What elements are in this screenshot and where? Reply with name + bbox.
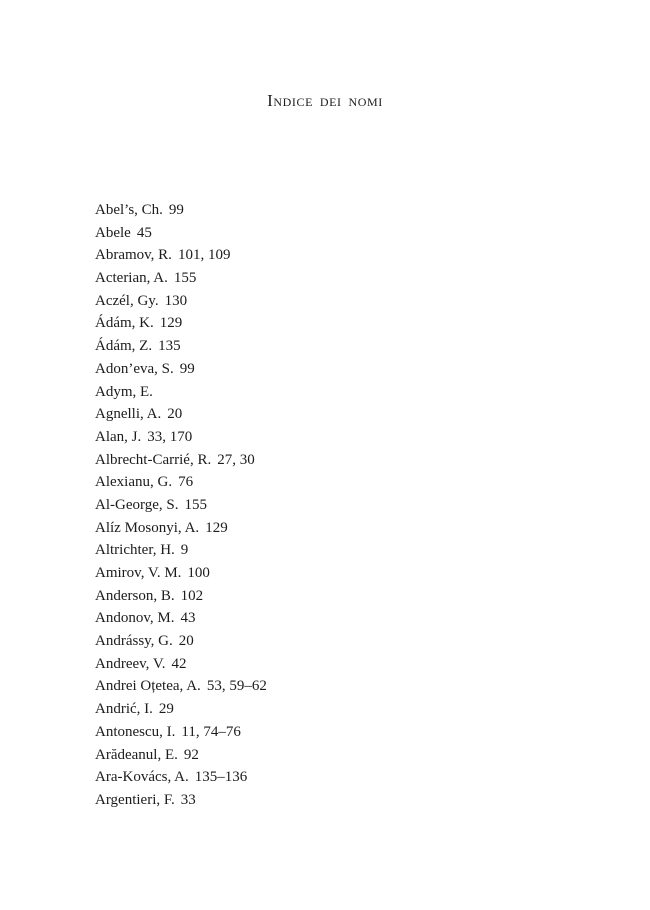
entry-pages: 130 <box>164 292 188 309</box>
index-entry <box>95 335 267 358</box>
entry-name: Argentieri, F. <box>95 791 175 808</box>
index-entry <box>95 744 267 767</box>
index-entry <box>95 494 267 517</box>
entry-pages: 99 <box>168 202 184 218</box>
entry-name: Ara-Kovács, A. <box>95 769 189 786</box>
entry-pages: 33 <box>180 791 196 808</box>
index-entry <box>95 517 267 540</box>
index-entry <box>95 721 267 744</box>
index-entry <box>95 449 267 472</box>
entry-name: Ádám, K. <box>95 315 154 332</box>
entry-name: Al-George, S. <box>95 496 179 513</box>
entry-name: Albrecht-Carrié, R. <box>95 451 212 468</box>
index-entry <box>95 312 267 335</box>
entry-pages: 92 <box>183 746 199 763</box>
index-entry <box>95 766 267 789</box>
entry-name: Andreev, V. <box>95 655 166 672</box>
index-entry <box>95 290 267 313</box>
entry-pages: 45 <box>136 224 152 241</box>
index-entry <box>95 789 267 812</box>
entry-name: Amirov, V. M. <box>95 565 182 581</box>
entry-pages: 155 <box>184 496 207 513</box>
entry-pages: 11, 74–76 <box>181 723 241 740</box>
page-title: Indice dei nomi <box>267 91 383 110</box>
entry-pages: 135–136 <box>194 769 248 786</box>
index-entry <box>95 358 267 381</box>
entry-pages: 76 <box>178 474 194 491</box>
index-entry <box>95 471 267 494</box>
index-entry <box>95 585 267 608</box>
index-entry <box>95 222 267 245</box>
entry-name: Abel’s, Ch. <box>95 202 163 218</box>
entry-pages: 43 <box>180 610 196 627</box>
entry-pages: 27, 30 <box>217 451 255 468</box>
index-entry <box>95 675 267 698</box>
entry-name: Aczél, Gy. <box>95 292 159 309</box>
entry-name: Andrássy, G. <box>95 633 173 650</box>
entry-name: Anderson, B. <box>95 587 175 604</box>
index-entry <box>95 381 267 404</box>
entry-name: Andrei Oțetea, A. <box>95 678 201 695</box>
entry-pages: 129 <box>159 315 183 332</box>
index-entry <box>95 562 267 585</box>
index-entry <box>95 199 267 222</box>
entry-pages: 155 <box>173 270 197 287</box>
entry-name: Alíz Mosonyi, A. <box>95 519 200 536</box>
entry-name: Altrichter, H. <box>95 542 175 559</box>
index-entry <box>95 630 267 653</box>
entry-pages: 53, 59–62 <box>206 678 267 695</box>
entry-name: Antonescu, I. <box>95 723 176 740</box>
entry-name: Agnelli, A. <box>95 406 162 423</box>
entry-name: Alexianu, G. <box>95 474 173 491</box>
entry-name: Adon’eva, S. <box>95 360 174 377</box>
entry-name: Acterian, A. <box>95 270 168 287</box>
entry-pages: 42 <box>171 655 187 672</box>
entry-name: Ádám, Z. <box>95 338 153 355</box>
entry-pages: 29 <box>158 701 174 718</box>
entry-pages: 135 <box>158 338 181 355</box>
entry-name: Alan, J. <box>95 428 142 445</box>
index-entry <box>95 653 267 676</box>
index-entry <box>95 426 267 449</box>
index-entry <box>95 607 267 630</box>
index-entry <box>95 698 267 721</box>
entry-name: Abramov, R. <box>95 247 172 264</box>
entry-pages: 99 <box>179 360 195 377</box>
index-entry <box>95 539 267 562</box>
index-entry <box>95 267 267 290</box>
entry-name: Andonov, M. <box>95 610 175 627</box>
entry-pages: 129 <box>205 519 228 536</box>
index-entry <box>95 244 267 267</box>
entry-pages: 100 <box>187 565 210 581</box>
index-entry <box>95 403 267 426</box>
entry-pages: 101, 109 <box>177 247 231 264</box>
entry-name: Adym, E. <box>95 383 153 400</box>
entry-pages: 102 <box>180 587 204 604</box>
entry-name: Andrić, I. <box>95 701 153 718</box>
entry-name: Abele <box>95 224 131 241</box>
entry-pages: 20 <box>178 633 194 650</box>
entry-pages: 9 <box>180 542 189 559</box>
entry-name: Arădeanul, E. <box>95 746 178 763</box>
name-index-list <box>95 199 267 812</box>
entry-pages: 20 <box>167 406 183 423</box>
entry-pages: 33, 170 <box>147 428 193 445</box>
